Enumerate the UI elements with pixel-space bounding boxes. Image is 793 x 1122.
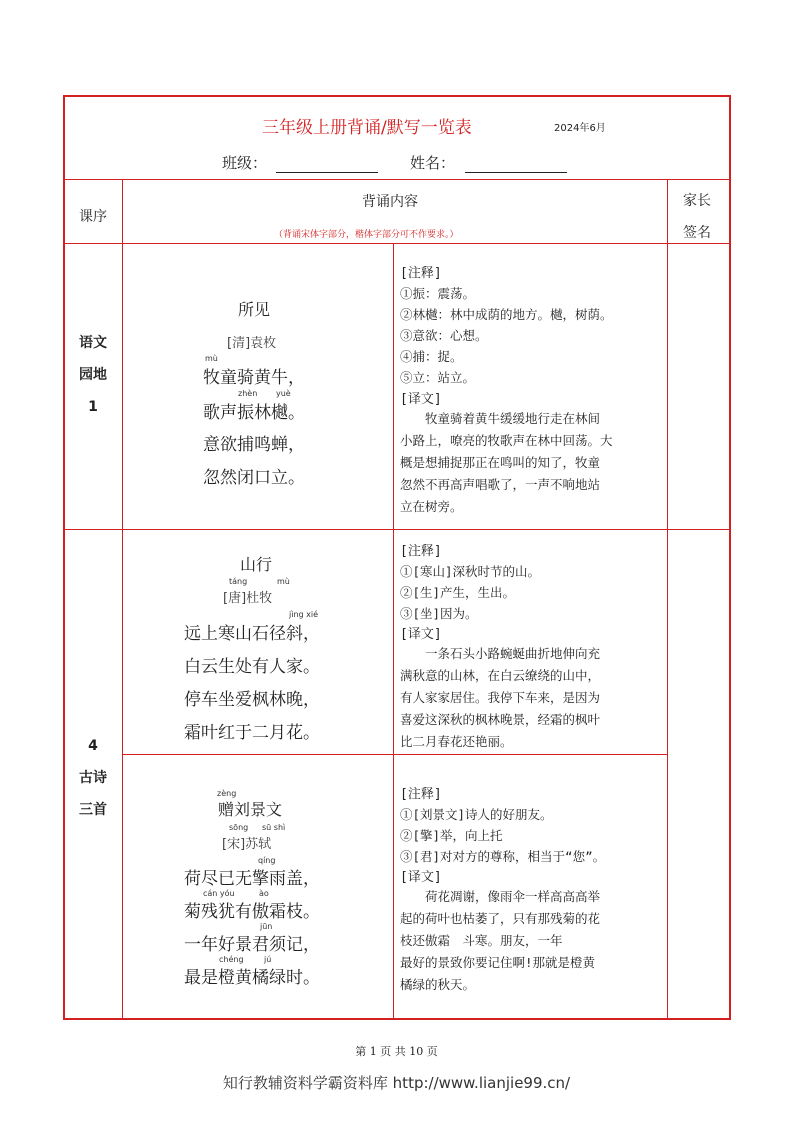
translation-line: 小路上，嘹亮的牧歌声在林中回荡。大 [400, 433, 613, 448]
translation-line: 比二月春花还艳丽。 [400, 734, 513, 749]
note-line: ④捕：捉。 [400, 349, 463, 364]
translation-line: 荷花凋谢，像雨伞一样高高高举 [400, 889, 601, 904]
poem-line: 歌声振林樾。 [203, 403, 305, 423]
lesson-text: 三首 [79, 802, 107, 818]
note-line: ⑤立：站立。 [400, 370, 476, 385]
pinyin: cán yóu [203, 889, 235, 898]
date-label: 2024年6月 [554, 123, 606, 134]
poem-line: 霜叶红于二月花。 [184, 723, 320, 743]
note-line: ③[君]对对方的尊称，相当于“您”。 [400, 849, 606, 864]
lesson-cell [70, 730, 116, 826]
note-line: ①[寒山]深秋时节的山。 [400, 564, 541, 579]
notes-header: [注释] [400, 787, 442, 802]
pinyin: qíng [258, 856, 276, 865]
poem-author: [唐]杜牧 [223, 591, 273, 606]
poem-line: 一年好景君须记， [184, 935, 320, 955]
translation-line: 橘绿的秋天。 [400, 977, 476, 992]
note-line: ①[刘景文]诗人的好朋友。 [400, 807, 553, 822]
translation-header: [译文] [400, 870, 442, 885]
translation-line: 忽然不再高声唱歌了，一声不响地站 [400, 477, 601, 492]
divider [64, 243, 730, 244]
pinyin: táng [229, 577, 248, 586]
translation-line: 枝还傲霜 斗寒。朋友，一年 [400, 933, 563, 948]
translation-line: 最好的景致你要记住啊!那就是橙黄 [400, 955, 596, 970]
lesson-text: 园地 [79, 367, 107, 383]
translation-line: 起的荷叶也枯萎了，只有那残菊的花 [400, 911, 601, 926]
translation-line: 牧童骑着黄牛缓缓地行走在林间 [400, 411, 601, 426]
poem-line: 牧童骑黄牛， [203, 368, 305, 388]
translation-header: [译文] [400, 627, 442, 642]
poem-author: [宋]苏轼 [222, 837, 272, 852]
translation-line: 一条石头小路蜿蜒曲折地伸向充 [400, 646, 601, 661]
footer-link[interactable]: 知行教辅资料学霸资料库 http://www.lianjie99.cn/ [222, 1074, 571, 1092]
poem-author: [清]袁枚 [227, 336, 277, 351]
divider [122, 754, 667, 755]
poem-title: 所见 [238, 300, 271, 319]
note-line: ②[擎]举，向上托 [400, 828, 503, 843]
poem-line: 白云生处有人家。 [184, 657, 320, 677]
poem-line: 远上寒山石径斜， [184, 624, 320, 644]
lesson-header: 课序 [79, 209, 107, 225]
poem-line: 最是橙黄橘绿时。 [184, 968, 320, 988]
translation-line: 概是想捕捉那正在鸣叫的知了，牧童 [400, 455, 601, 470]
pinyin: mù [205, 354, 218, 363]
page-title: 三年级上册背诵/默写一览表 [262, 118, 472, 138]
poem-line: 荷尽已无擎雨盖， [184, 869, 320, 889]
divider [64, 529, 730, 530]
class-label: 班级： [222, 154, 268, 172]
page-number: 第 1 页 共 10 页 [355, 1045, 438, 1058]
pinyin: sū shì [262, 823, 286, 832]
divider [64, 179, 730, 180]
note-line: ②[生]产生，生出。 [400, 585, 516, 600]
content-note: （背诵宋体字部分，楷体字部分可不作要求。） [274, 230, 459, 240]
poem-line: 意欲捕鸣蝉， [203, 435, 305, 455]
pinyin: sōng [229, 823, 249, 832]
pinyin: yuè [276, 389, 291, 398]
divider [667, 180, 668, 1019]
pinyin: chéng [219, 955, 244, 964]
pinyin: mù [277, 577, 290, 586]
pinyin: zèng [217, 789, 237, 798]
name-label: 姓名： [410, 154, 456, 172]
translation-line: 立在树旁。 [400, 499, 463, 514]
pinyin: jú [264, 955, 272, 964]
poem-line: 停车坐爱枫林晚， [184, 690, 320, 710]
lesson-text: 语文 [79, 335, 107, 351]
note-line: ①振：震荡。 [400, 286, 476, 301]
pinyin: jìng xié [289, 610, 319, 619]
lesson-text: 1 [88, 399, 98, 415]
parent-header-1: 家长 [683, 193, 711, 209]
pinyin: ào [259, 889, 269, 898]
divider [393, 244, 394, 1019]
lesson-text: 4 [88, 738, 98, 754]
poem-title: 山行 [240, 555, 273, 574]
divider [122, 180, 123, 1019]
pinyin: jūn [260, 922, 273, 931]
note-line: ③意欲：心想。 [400, 328, 488, 343]
translation-line: 喜爱这深秋的枫林晚景，经霜的枫叶 [400, 712, 601, 727]
content-header: 背诵内容 [362, 194, 418, 210]
notes-header: [注释] [400, 266, 442, 281]
note-line: ③[坐]因为。 [400, 606, 478, 621]
translation-header: [译文] [400, 392, 442, 407]
class-blank [276, 172, 378, 173]
pinyin: zhèn [238, 389, 258, 398]
name-blank [465, 172, 567, 173]
parent-header-2: 签名 [683, 225, 711, 241]
translation-line: 有人家家居住。我停下车来，是因为 [400, 690, 601, 705]
notes-header: [注释] [400, 544, 442, 559]
poem-line: 忽然闭口立。 [203, 468, 305, 488]
lesson-text: 古诗 [79, 770, 107, 786]
lesson-cell [70, 327, 116, 423]
note-line: ②林樾：林中成荫的地方。樾，树荫。 [400, 307, 613, 322]
poem-line: 菊残犹有傲霜枝。 [184, 902, 320, 922]
poem-title: 赠刘景文 [218, 800, 283, 819]
translation-line: 满秋意的山林，在白云缭绕的山中， [400, 668, 601, 683]
